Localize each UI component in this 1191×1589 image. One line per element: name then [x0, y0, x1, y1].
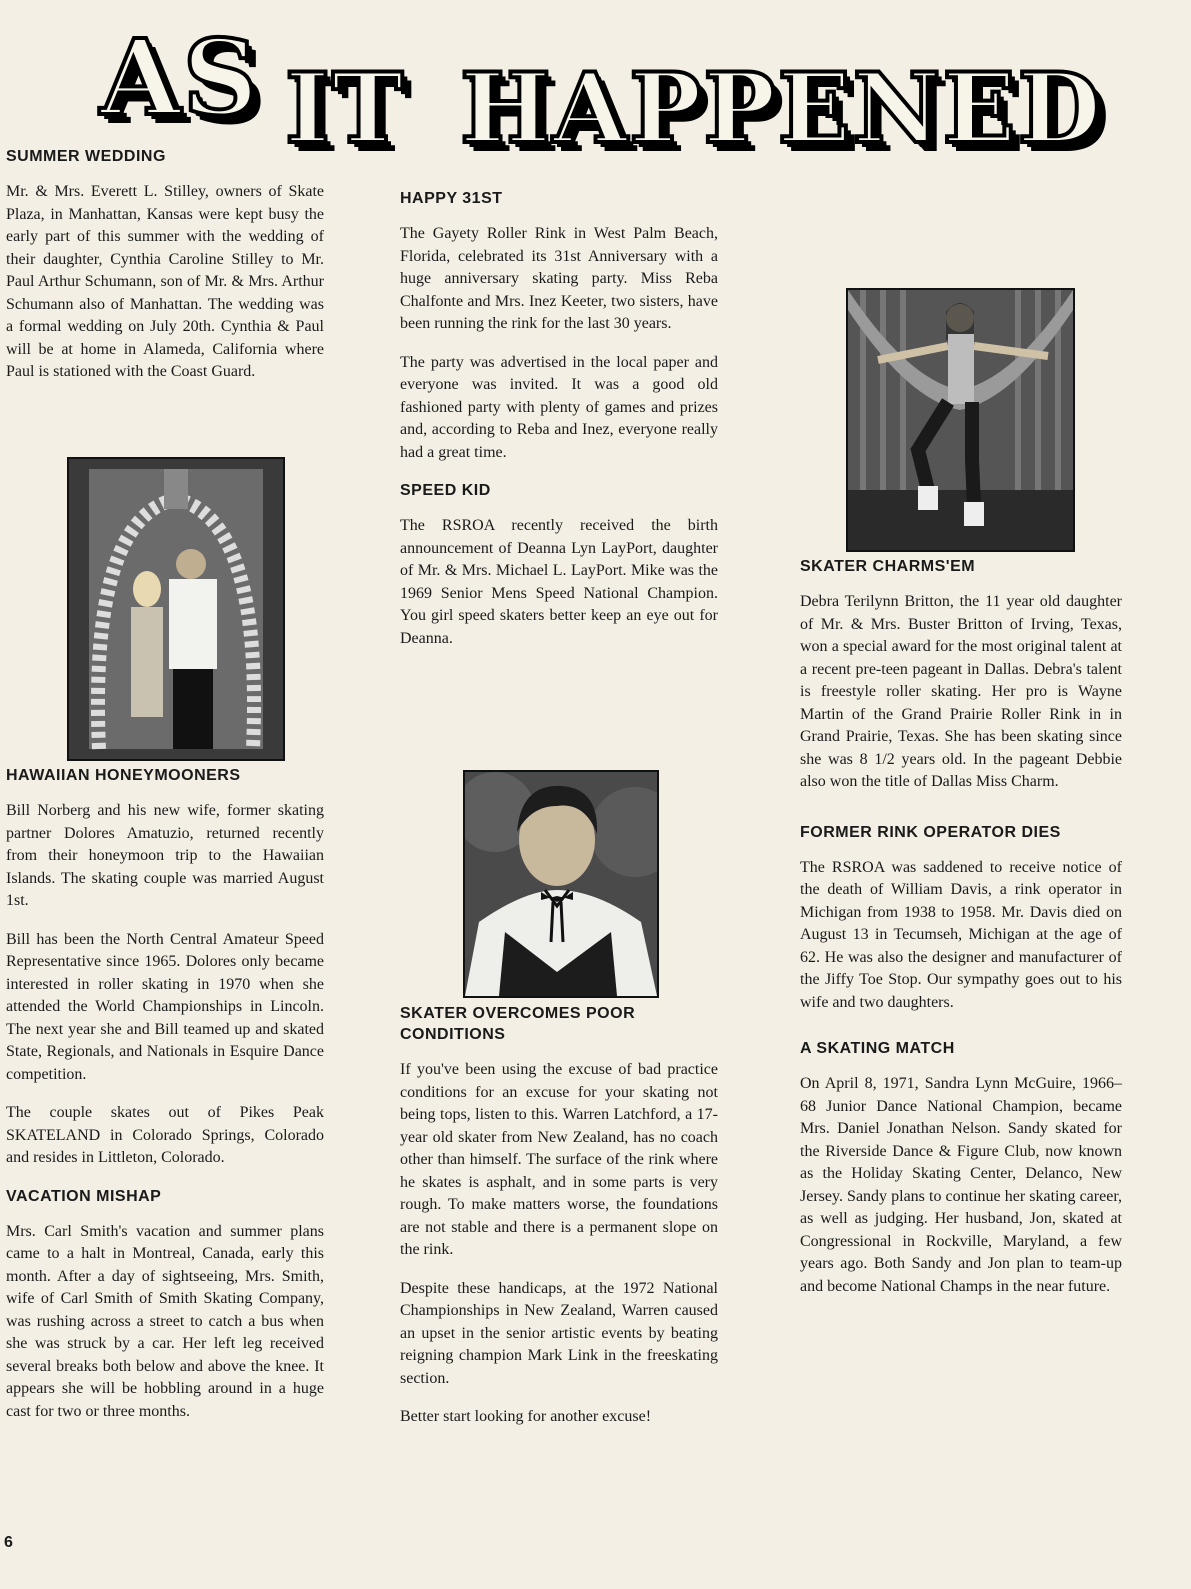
boy-portrait-image: [465, 772, 657, 996]
article-text: Bill has been the North Central Amateur Speed Representative since 1965. Dolores only became interested in roller skating in 1970 when she attended the World Championships in Lincoln. The next year she and Bill teamed up and skated State, Regionals, and Nationals in Esquire Dance competition.: [6, 930, 324, 1083]
article-text: The party was advertised in the local paper and everyone was invited. It was a good old fashioned party with plenty of games and prizes and, according to Reba and Inez, everyone really had a great time.: [400, 353, 718, 461]
article-text: The RSROA recently received the birth announcement of Deanna Lyn LayPort, daughter of Mr. & Mrs. Michael L. LayPort. Mike was the 1969 Senior Mens Speed National Champion. You girl speed skaters better keep an eye out for Deanna.: [400, 517, 718, 647]
page-number: 6: [4, 1534, 13, 1551]
heading-skater-charms: SKATER CHARMS'EM: [800, 558, 976, 575]
article-text: Mrs. Carl Smith's vacation and summer plans came to a halt in Montreal, Canada, early this month. After a day of sightseeing, Mrs. Smith, wife of Carl Smith of Smith Skating Company, was rushing across a street to catch a bus when she was struck by a car. Her left leg received several breaks both below and above the knee. It appears she will be hobbling around in a huge cast for two or three months.: [6, 1222, 324, 1420]
heading-hawaiian-honeymooners: HAWAIIAN HONEYMOONERS: [6, 767, 241, 784]
heading-skating-match: A SKATING MATCH: [800, 1040, 955, 1057]
article-text: The RSROA was saddened to receive notice of the death of William Davis, a rink operator in Michigan from 1938 to 1958. Mr. Davis died on August 13 in Tecumseh, Michigan at the age of 62. He was also the designer and manufacturer of the Jiffy Toe Stop. Our sympathy goes out to his wife and two daughters.: [800, 858, 1122, 1011]
article-text: Despite these handicaps, at the 1972 National Championships in New Zealand, Warren caused an upset in the senior artistic events by beating reigning champion Mark Link in the freeskating section.: [400, 1279, 718, 1387]
wedding-photo: [67, 457, 285, 761]
article-text: Mr. & Mrs. Everett L. Stilley, owners of Skate Plaza, in Manhattan, Kansas were kept busy the early part of this summer with the wedding of their daughter, Cynthia Caroline Stilley to Mr. Paul Arthur Schumann, son of Mr. & Mrs. Arthur Schumann also of Manhattan. The wedding was a formal wedding on July 20th. Cynthia & Paul will be at home in Alameda, California where Paul is stationed with the Coast Guard.: [6, 183, 324, 380]
article-text: On April 8, 1971, Sandra Lynn McGuire, 1966–68 Junior Dance National Champion, became Mrs. Daniel Jonathan Nelson. Sandy skated for the Riverside Dance & Figure Club, now known as the Holiday Skating Center, Delanco, New Jersey. Sandy plans to continue her skating career, as well as judging. Her husband, Jon, skated at Congressional in Rockville, Maryland, a few years ago. Both Sandy and Jon plan to team-up and become National Champs in the near future.: [800, 1075, 1122, 1295]
article-text: Debra Terilynn Britton, the 11 year old daughter of Mr. & Mrs. Buster Britton of Irving, Texas, won a special award for the most original talent at a recent pre-teen pageant in Dallas. Debra's talent is freestyle roller skating. Her pro is Wayne Martin of the Grand Prairie Roller Rink in in Grand Prairie, Texas. She has been skating since she was 8 1/2 years old. In the pageant Debbie also won the title of Dallas Miss Charm.: [800, 593, 1122, 790]
title-word-happened: HAPPENED: [460, 52, 1103, 165]
column-3: [800, 556, 1122, 1314]
article-text: If you've been using the excuse of bad practice conditions for an excuse for your skating not being tops, listen to this. Warren Latchford, a 17-year old skater from New Zealand, has no coach other than himself. The surface of the rink where he skates is asphalt, and in some parts is very rough. To make matters worse, the foundations are not stable and there is a permanent slope on the rink.: [400, 1061, 718, 1258]
article-text: The couple skates out of Pikes Peak SKATELAND in Colorado Springs, Colorado and resides in Littleton, Colorado.: [6, 1104, 324, 1166]
column-2b: [400, 1003, 718, 1445]
column-1: [6, 146, 324, 459]
article-text: The Gayety Roller Rink in West Palm Beach, Florida, celebrated its 31st Anniversary with a huge anniversary skating party. Miss Reba Chalfonte and Mrs. Inez Keeter, two sisters, have been running the rink for the last 30 years.: [400, 225, 718, 332]
skater-portrait-photo: [463, 770, 659, 998]
column-1b: [6, 765, 324, 1439]
heading-skater-overcomes: SKATER OVERCOMES POOR CONDITIONS: [400, 1005, 636, 1043]
heading-vacation-mishap: VACATION MISHAP: [6, 1187, 162, 1205]
girl-skater-stage-image: [848, 290, 1073, 550]
heading-speed-kid: SPEED KID: [400, 482, 491, 499]
charm-skater-photo: [846, 288, 1075, 552]
heading-summer-wedding: SUMMER WEDDING: [6, 148, 166, 165]
title-word-as: AS: [100, 16, 260, 139]
column-2: [400, 188, 718, 666]
heading-former-rink-operator: FORMER RINK OPERATOR DIES: [800, 823, 1061, 841]
article-text: Better start looking for another excuse!: [400, 1408, 652, 1425]
heading-happy-31st: HAPPY 31ST: [400, 190, 503, 207]
wedding-couple-image: [69, 459, 283, 759]
article-text: Bill Norberg and his new wife, former skating partner Dolores Amatuzio, returned recently from their honeymoon trip to the Hawaiian Islands. The skating couple was married August 1st.: [6, 802, 324, 909]
title-word-it: IT: [285, 52, 406, 165]
